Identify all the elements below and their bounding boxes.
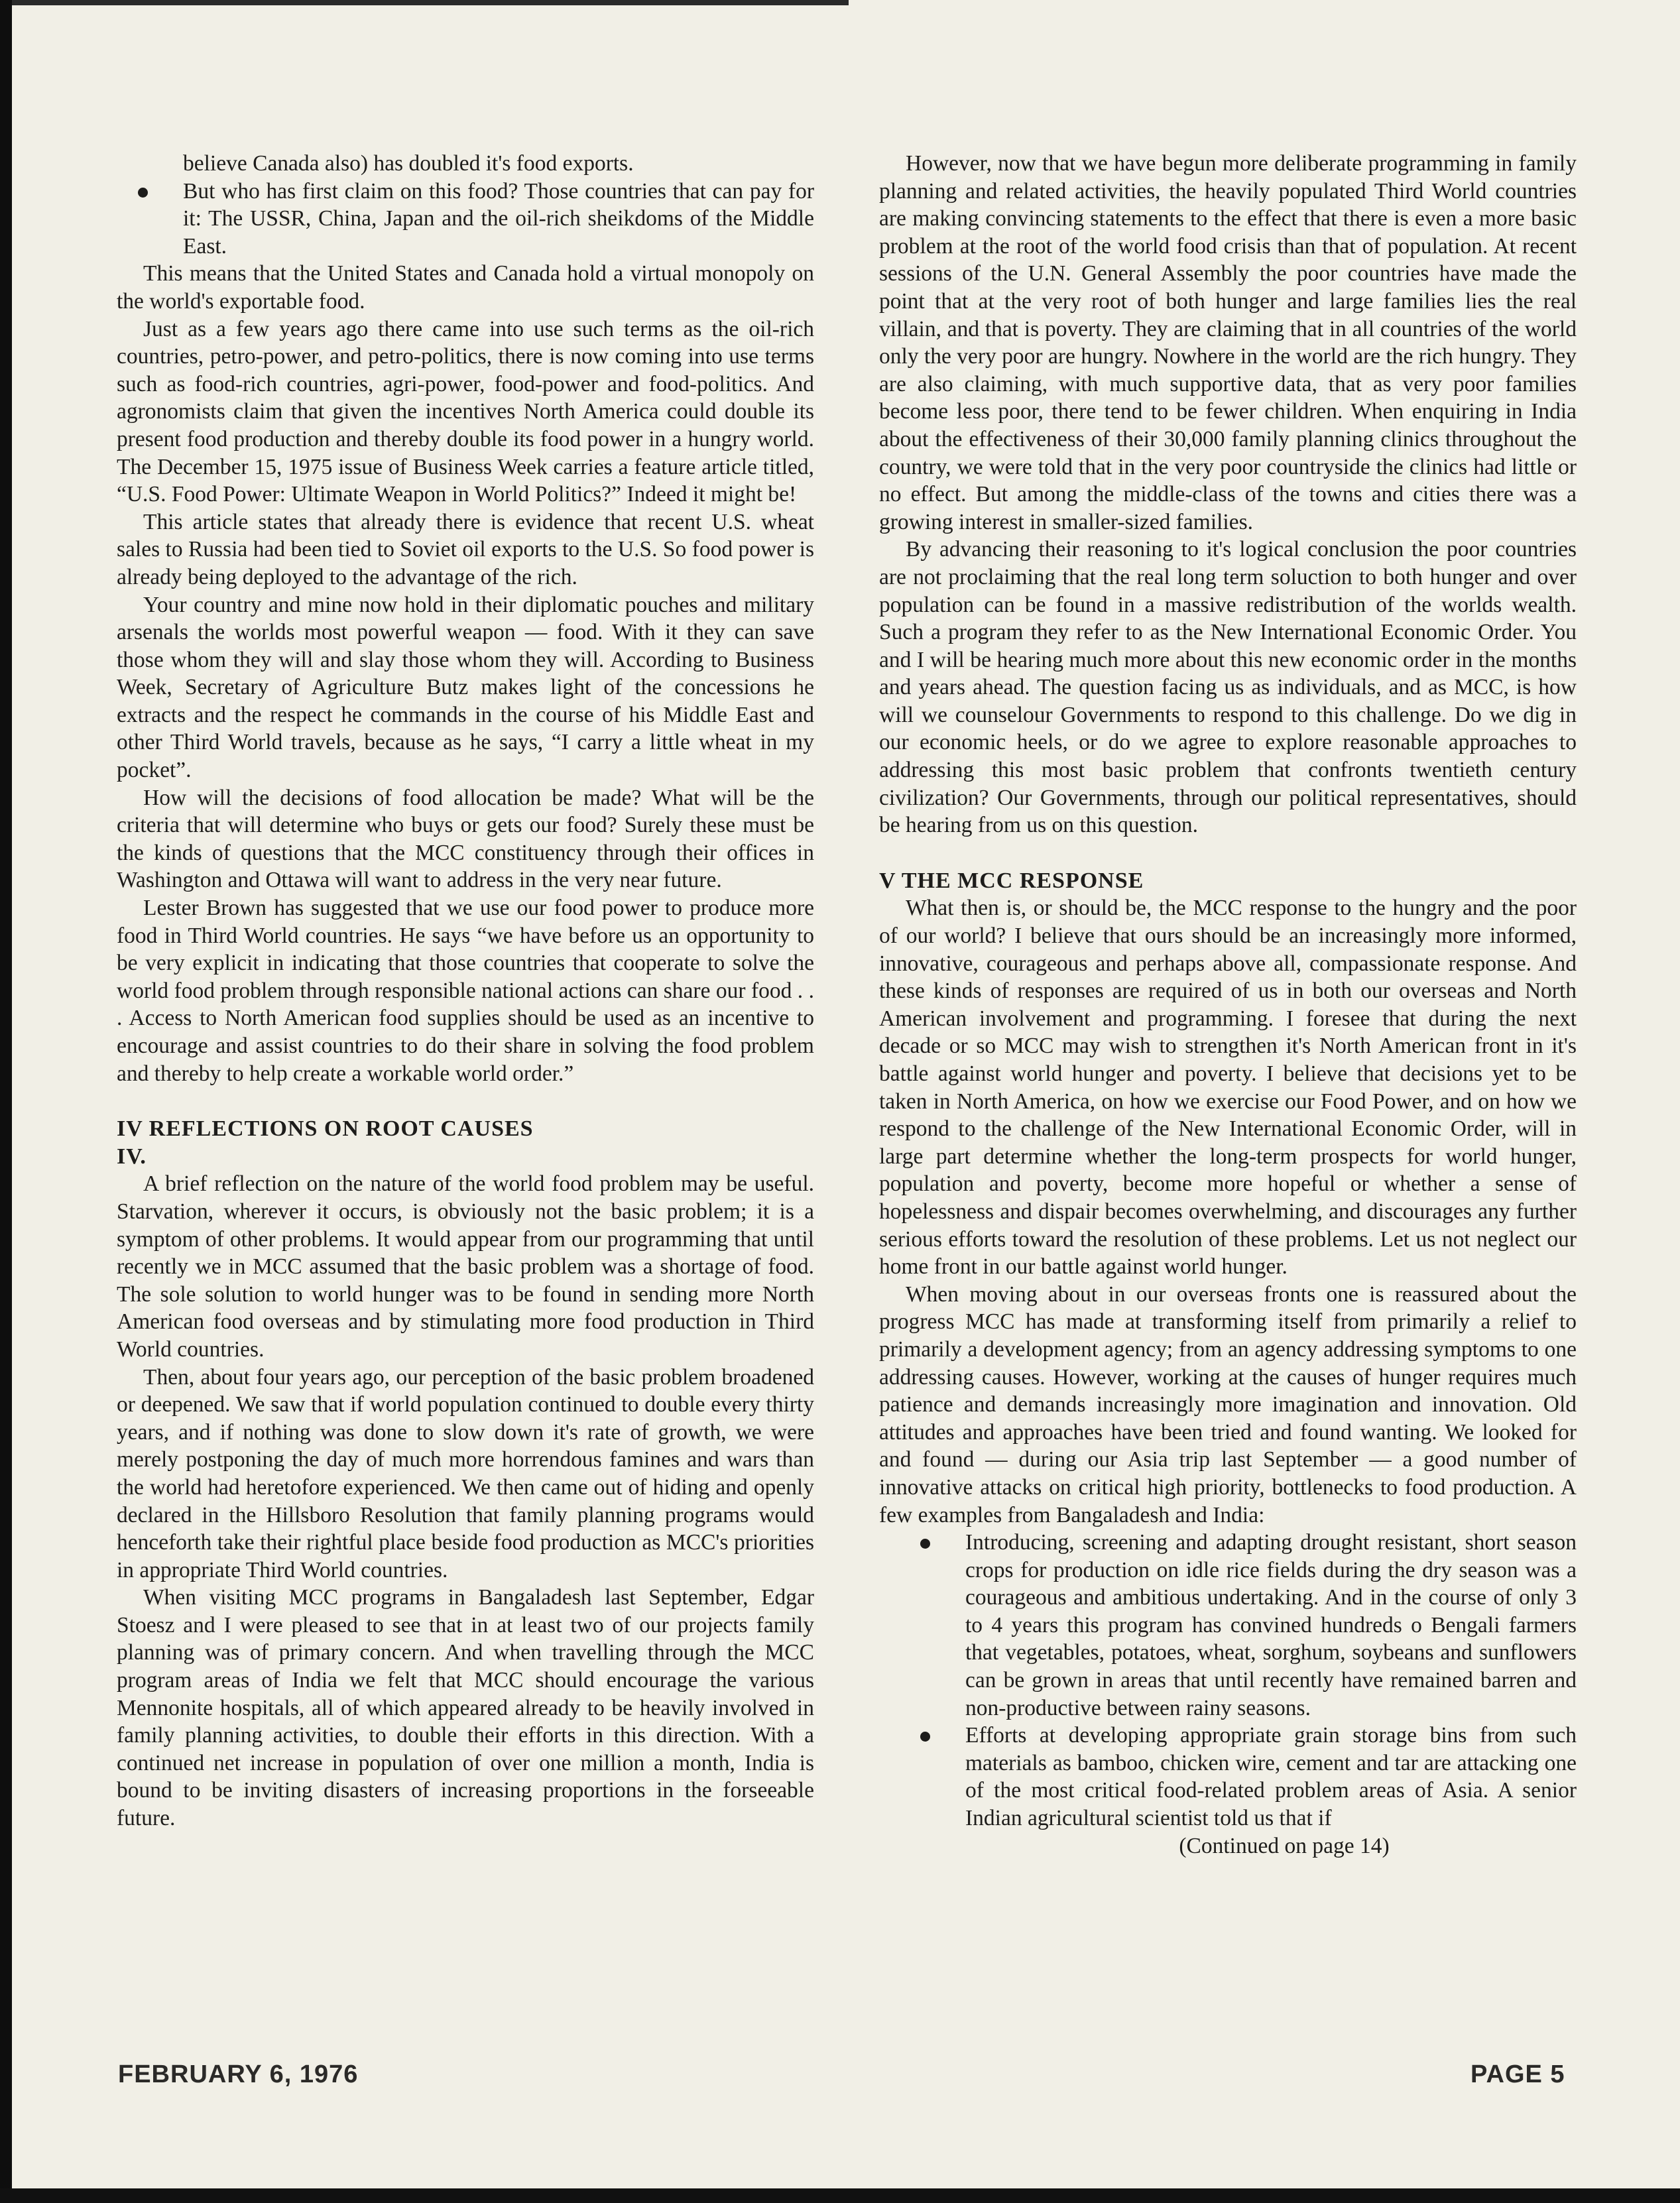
paragraph: Your country and mine now hold in their diplomatic pouches and military arsenals the worlds most powerful weapon — food. With it they can save those whom they will and slay those whom they will. According to Business Week, Secretary of Agriculture Butz makes light of the concessions he extracts and the respect he commands in the course of his Middle East and other Third World travels, because as he says, “I carry a little wheat in my pocket”. xyxy=(117,592,814,783)
bullet-icon xyxy=(138,188,148,198)
paragraph: Then, about four years ago, our perception of the basic problem broadened or deepened. We saw that if world population continued to double every thirty years, and if nothing was done to slow down it's rate of growth, we were merely postponing the day of much more horrendous famines and wars than the world had heretofore experienced. We then came out of hiding and openly declared in the Hillsboro Resolution that family planning programs would henceforth take their rightful place beside food production as MCC's priorities in appropriate Third World countries. xyxy=(117,1364,814,1582)
paragraph: How will the decisions of food allocation be made? What will be the criteria that will determine who buys or gets our food? Surely these must be the kinds of questions that the MCC constituency through their offices in Washington and Ottawa will want to address in the very near future. xyxy=(117,785,814,893)
paragraph: By advancing their reasoning to it's logical conclusion the poor countries are not proclaiming that the real long term soluction to both hunger and over population can be found in a massive redistribution of the worlds wealth. Such a program they refer to as the New International Economic Order. You and I will be hearing much more about this new economic order in the months and years ahead. The question facing us as individuals, and as MCC, is how will we counselour Governments to respond to this challenge. Do we dig in our economic heels, or do we agree to explore reasonable approaches to addressing this most basic problem that confronts twentieth century civilization? Our Governments, through our political representatives, should be hearing from us on this question. xyxy=(879,537,1577,838)
scan-edge-bottom xyxy=(0,2188,1680,2203)
section-heading: IV REFLECTIONS ON ROOT CAUSES xyxy=(117,1116,534,1142)
paragraph: When moving about in our overseas fronts one is reassured about the progress MCC has made at transforming itself from primarily a relief to primarily a development agency; from an agency addressing symptoms to one addressing causes. However, working at the causes of hunger requires much patience and demands increasingly more imagination and innovation. Old attitudes and approaches have been tried and found wanting. We looked for and found — during our Asia trip last September — a good number of innovative attacks on critical high priority, bottlenecks to food production. A few examples from Bangaladesh and India: xyxy=(879,1281,1577,1527)
bullet-icon xyxy=(920,1539,930,1549)
section-heading: V THE MCC RESPONSE xyxy=(879,868,1144,893)
paragraph: Lester Brown has suggested that we use our food power to produce more food in Third World countries. He says “we have before us an opportunity to be very explicit in indicating that those countries that cooperate to solve the world food problem through responsible national actions can share our food . . . Access to North American food supplies should be used as an incentive to encourage and assist countries to do their share in solving the food problem and thereby to help create a workable world order.” xyxy=(117,896,814,1086)
scan-edge-top xyxy=(0,0,849,5)
paragraph: This means that the United States and Canada hold a virtual monopoly on the world's exportable food. xyxy=(117,261,814,314)
footer-page-number: PAGE 5 xyxy=(1470,2060,1565,2088)
bullet-text: Efforts at developing appropriate grain storage bins from such materials as bamboo, chicken wire, cement and tar are attacking one of the most critical food-related problem areas of Asia. A senior Indian agricultural scientist told us that if xyxy=(965,1723,1577,1831)
continued-note: (Continued on page 14) xyxy=(1179,1833,1390,1858)
newsletter-page xyxy=(117,150,1575,2046)
paragraph: believe Canada also) has doubled it's food exports. xyxy=(183,151,634,176)
paragraph: What then is, or should be, the MCC response to the hungry and the poor of our world? I believe that ours should be an increasingly more informed, innovative, courageous and perhaps above all, compassionate response. And these kinds of responses are required of us in both our overseas and North American involvement and programming. I foresee that during the next decade or so MCC may wish to strengthen it's North American front in it's battle against world hunger and poverty. I believe that decisions yet to be taken in North America, on how we exercise our Food Power, and on how we respond to the challenge of the New International Economic Order, will in large part determine whether the long-term prospects for world hunger, population and poverty, become more hopeful or whether a sense of hopelessness and dispair becomes overwhelming, and discourages any further serious efforts toward the resolution of these problems. Let us not neglect our home front in our battle against world hunger. xyxy=(879,896,1577,1280)
paragraph: When visiting MCC programs in Bangaladesh last September, Edgar Stoesz and I were pleased to see that in at least two of our projects family planning was of primary concern. And when travelling through the MCC program areas of India we felt that MCC should encourage the various Mennonite hospitals, all of which appeared already to be heavily involved in family planning activities, to double their efforts in this direction. With a continued net increase in population of over one million a month, India is bound to be inviting disasters of increasing proportions in the forseeable future. xyxy=(117,1585,814,1831)
bullet-item xyxy=(879,1722,1577,1832)
footer-date: FEBRUARY 6, 1976 xyxy=(118,2060,359,2088)
bullet-item xyxy=(117,178,814,261)
paragraph: Just as a few years ago there came into use such terms as the oil-rich countries, petro-power, and petro-politics, there is now coming into use terms such as food-rich countries, agri-power, food-power and food-politics. And agronomists claim that given the incentives North America could double its present food production and thereby double its food power in a hungry world. The December 15, 1975 issue of Business Week carries a feature article titled, “U.S. Food Power: Ultimate Weapon in World Politics?” Indeed it might be! xyxy=(117,316,814,507)
bullet-icon xyxy=(920,1732,930,1742)
bullet-item xyxy=(879,1529,1577,1722)
section-heading-number: IV. xyxy=(117,1144,147,1169)
scan-edge-left xyxy=(0,0,12,2203)
right-column xyxy=(879,150,1577,1860)
bullet-text: But who has first claim on this food? Those countries that can pay for it: The USSR, China, Japan and the oil-rich sheikdoms of the Middle East. xyxy=(183,178,814,259)
paragraph: However, now that we have begun more deliberate programming in family planning and related activities, the heavily populated Third World countries are making convincing statements to the effect that there is even a more basic problem at the root of the world food crisis than that of population. At recent sessions of the U.N. General Assembly the poor countries have made the point that at the very root of both hunger and large families lies the real villain, and that is poverty. They are claiming that in all countries of the world only the very poor are hungry. Nowhere in the world are the rich hungry. They are also claiming, with much supportive data, that as very poor families become less poor, there tend to be fewer children. When enquiring in India about the effectiveness of their 30,000 family planning clinics throughout the country, we were told that in the very poor countryside the clinics had little or no effect. But among the middle-class of the towns and cities there was a growing interest in smaller-sized families. xyxy=(879,151,1577,534)
paragraph: This article states that already there is evidence that recent U.S. wheat sales to Russia had been tied to Soviet oil exports to the U.S. So food power is already being deployed to the advantage of the rich. xyxy=(117,509,814,589)
bullet-text: Introducing, screening and adapting drought resistant, short season crops for production on idle rice fields during the dry season was a courageous and ambitious undertaking. And in the course of only 3 to 4 years this program has convined hundreds o Bengali farmers that vegetables, potatoes, wheat, sorghum, soybeans and sunflowers can be grown in areas that until recently have remained barren and non-productive between rainy seasons. xyxy=(965,1530,1577,1720)
paragraph: A brief reflection on the nature of the world food problem may be useful. Starvation, wherever it occurs, is obviously not the basic problem; it is a symptom of other problems. It would appear from our programming that until recently we in MCC assumed that the basic problem was a shortage of food. The sole solution to world hunger was to be found in sending more North American food overseas and by stimulating more food production in Third World countries. xyxy=(117,1171,814,1362)
left-column xyxy=(117,150,814,1832)
